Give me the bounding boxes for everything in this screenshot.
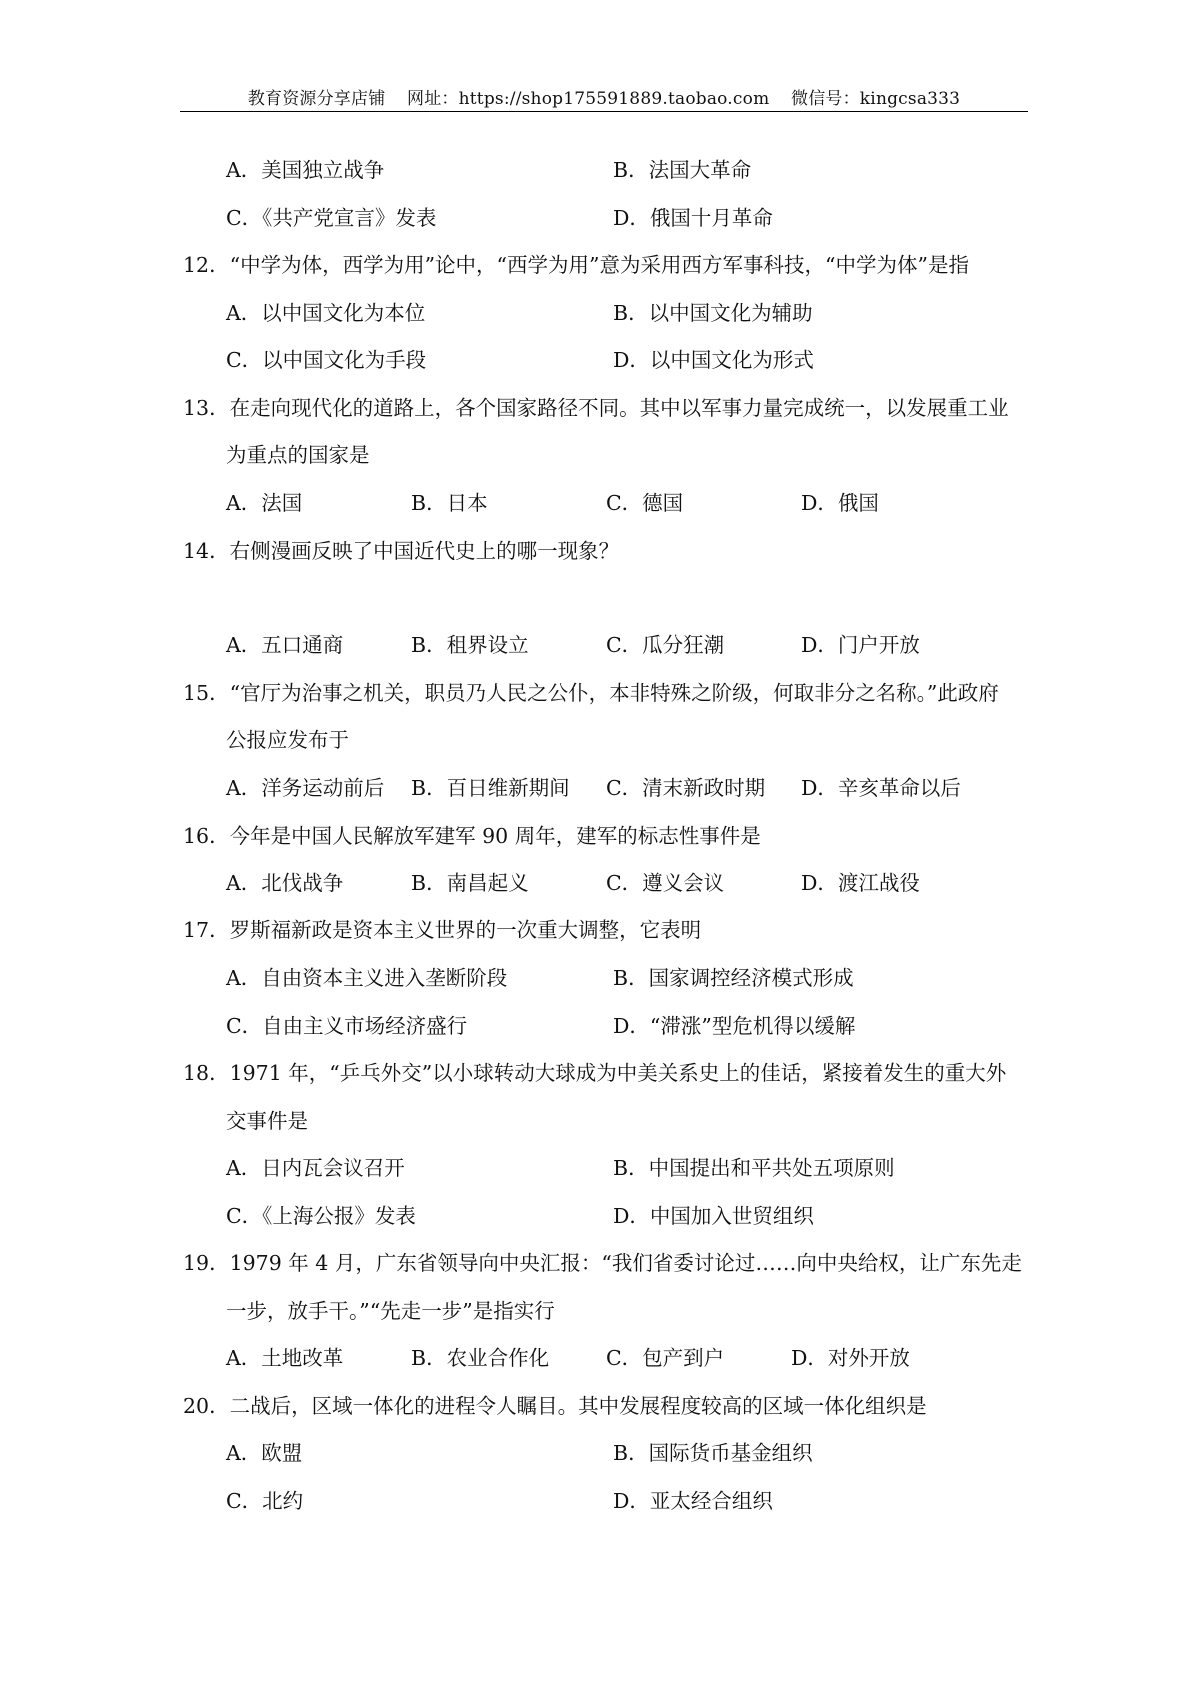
q19-option-b: B．农业合作化 [411, 1346, 550, 1370]
q15-stem: 15．“官厅为治事之机关，职员乃人民之公仆，本非特殊之阶级，何取非分之名称。”此政府 [183, 681, 999, 705]
q18-stem-cont: 交事件是 [226, 1109, 308, 1133]
q20-option-a: A．欧盟 [226, 1441, 303, 1465]
q19-option-d: D．对外开放 [791, 1346, 910, 1370]
q19-option-a: A．土地改革 [226, 1346, 344, 1370]
q15-option-c: C．清末新政时期 [606, 776, 766, 800]
q14-stem: 14．右侧漫画反映了中国近代史上的哪一现象？ [183, 539, 620, 563]
q11-option-c: C．《共产党宣言》发表 [226, 206, 437, 230]
q18-option-d: D．中国加入世贸组织 [613, 1204, 814, 1228]
q17-option-d: D．“滞涨”型危机得以缓解 [613, 1014, 856, 1038]
q17-stem: 17．罗斯福新政是资本主义世界的一次重大调整，它表明 [183, 918, 702, 942]
q13-option-c: C．德国 [606, 491, 684, 515]
q14-option-d: D．门户开放 [801, 633, 920, 657]
q13-stem: 13．在走向现代化的道路上，各个国家路径不同。其中以军事力量完成统一，以发展重工业 [183, 396, 1009, 420]
q11-option-b: B．法国大革命 [613, 158, 752, 182]
q14-option-a: A．五口通商 [226, 633, 344, 657]
page-header [180, 84, 1028, 109]
q17-option-c: C．自由主义市场经济盛行 [226, 1014, 468, 1038]
q15-option-a: A．洋务运动前后 [226, 776, 385, 800]
q12-option-b: B．以中国文化为辅助 [613, 301, 813, 325]
q19-stem-cont: 一步，放手干。”“先走一步”是指实行 [226, 1299, 555, 1323]
header-rule [180, 111, 1028, 112]
q15-option-d: D．辛亥革命以后 [801, 776, 961, 800]
q15-stem-cont: 公报应发布于 [226, 728, 349, 752]
q15-option-b: B．百日维新期间 [411, 776, 570, 800]
q17-option-b: B．国家调控经济模式形成 [613, 966, 854, 990]
q16-option-d: D．渡江战役 [801, 871, 920, 895]
q18-stem: 18．1971 年，“乒乓外交”以小球转动大球成为中美关系史上的佳话，紧接着发生的重大外 [183, 1061, 1007, 1085]
q20-option-d: D．亚太经合组织 [613, 1489, 773, 1513]
q19-option-c: C．包产到户 [606, 1346, 725, 1370]
q14-option-c: C．瓜分狂潮 [606, 633, 725, 657]
q14-option-b: B．租界设立 [411, 633, 529, 657]
q13-option-d: D．俄国 [801, 491, 879, 515]
q18-option-c: C．《上海公报》发表 [226, 1204, 416, 1228]
header-site: 网址：https://shop175591889.taobao.com [407, 89, 770, 109]
q13-option-a: A．法国 [226, 491, 303, 515]
q17-option-a: A．自由资本主义进入垄断阶段 [226, 966, 508, 990]
q20-stem: 20．二战后，区域一体化的进程令人瞩目。其中发展程度较高的区域一体化组织是 [183, 1394, 927, 1418]
q12-option-c: C．以中国文化为手段 [226, 348, 427, 372]
q12-option-d: D．以中国文化为形式 [613, 348, 814, 372]
header-shop: 教育资源分享店铺 [247, 89, 386, 109]
q13-option-b: B．日本 [411, 491, 488, 515]
q16-option-b: B．南昌起义 [411, 871, 529, 895]
q18-option-a: A．日内瓦会议召开 [226, 1156, 405, 1180]
q11-option-d: D．俄国十月革命 [613, 206, 773, 230]
q19-stem: 19．1979 年 4 月，广东省领导向中央汇报：“我们省委讨论过……向中央给权，让广东先走 [183, 1251, 1022, 1275]
header-wechat: 微信号：kingcsa333 [791, 89, 961, 109]
q18-option-b: B．中国提出和平共处五项原则 [613, 1156, 895, 1180]
q13-stem-cont: 为重点的国家是 [226, 443, 370, 467]
q16-stem: 16．今年是中国人民解放军建军 90 周年，建军的标志性事件是 [183, 824, 761, 848]
q11-option-a: A．美国独立战争 [226, 158, 385, 182]
q20-option-c: C．北约 [226, 1489, 304, 1513]
q12-option-a: A．以中国文化为本位 [226, 301, 426, 325]
q16-option-c: C．遵义会议 [606, 871, 725, 895]
q12-stem: 12．“中学为体，西学为用”论中，“西学为用”意为采用西方军事科技，“中学为体”是指 [183, 253, 969, 277]
q20-option-b: B．国际货币基金组织 [613, 1441, 813, 1465]
q16-option-a: A．北伐战争 [226, 871, 344, 895]
